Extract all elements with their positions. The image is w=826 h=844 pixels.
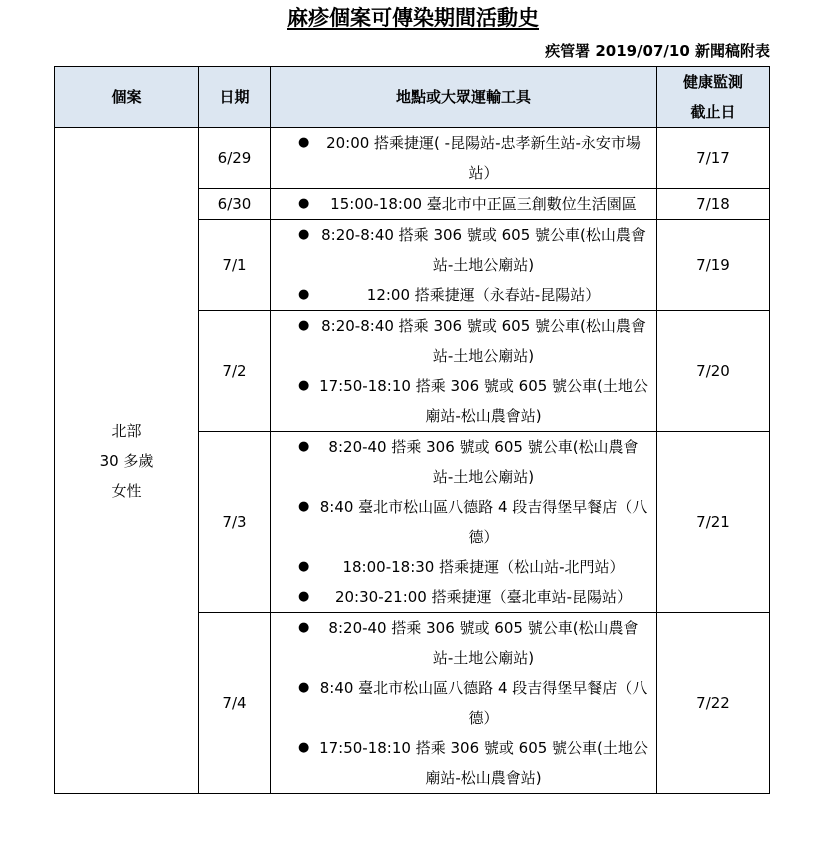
activity-item: ● 8:20-40 搭乘 306 號或 605 號公車(松山農會站-土地公廟站) [271,613,656,673]
activity-item: ● 18:00-18:30 搭乘捷運（松山站-北門站） [271,552,656,582]
activity-list [271,432,656,612]
activity-history-table [54,66,770,794]
header-deadline [657,67,770,128]
activity-list [271,613,656,793]
activity-item: ● 20:00 搭乘捷運( -昆陽站-忠孝新生站-永安市場站） [271,128,656,188]
place-cell [271,311,657,432]
date-cell: 7/2 [199,311,271,432]
activity-item: ● 8:20-40 搭乘 306 號或 605 號公車(松山農會站-土地公廟站) [271,432,656,492]
case-age: 30 多歲 [99,451,154,470]
activity-item: ● 8:40 臺北市松山區八德路 4 段吉得堡早餐店（八德） [271,492,656,552]
activity-list [271,128,656,188]
activity-list [271,220,656,310]
activity-item: ● 12:00 搭乘捷運（永春站-昆陽站） [271,280,656,310]
page-title-text: 麻疹個案可傳染期間活動史 [287,6,539,30]
activity-item: ● 8:20-8:40 搭乘 306 號或 605 號公車(松山農會站-土地公廟站) [271,311,656,371]
date-cell: 6/30 [199,189,271,220]
place-cell [271,432,657,613]
deadline-cell: 7/21 [657,432,770,613]
header-deadline-line2: 截止日 [690,103,736,121]
table-body [55,128,770,794]
deadline-cell: 7/18 [657,189,770,220]
activity-item: ● 15:00-18:00 臺北市中正區三創數位生活園區 [271,189,656,219]
deadline-cell: 7/19 [657,220,770,311]
table-header-row [55,67,770,128]
activity-list [271,189,656,219]
header-place: 地點或大眾運輸工具 [271,67,657,128]
date-cell: 7/1 [199,220,271,311]
activity-item: ● 8:40 臺北市松山區八德路 4 段吉得堡早餐店（八德） [271,673,656,733]
activity-list [271,311,656,431]
activity-item: ● 20:30-21:00 搭乘捷運（臺北車站-昆陽站） [271,582,656,612]
case-cell [55,128,199,794]
case-sex: 女性 [111,481,142,500]
case-region: 北部 [111,421,142,440]
header-deadline-line1: 健康監測 [682,73,743,91]
deadline-cell: 7/22 [657,613,770,794]
header-case: 個案 [55,67,199,128]
deadline-cell: 7/20 [657,311,770,432]
deadline-cell: 7/17 [657,128,770,189]
activity-item: ● 17:50-18:10 搭乘 306 號或 605 號公車(土地公廟站-松山農會站) [271,371,656,431]
place-cell [271,189,657,220]
activity-item: ● 17:50-18:10 搭乘 306 號或 605 號公車(土地公廟站-松山農會站) [271,733,656,793]
page-title [0,2,826,34]
place-cell [271,613,657,794]
header-date: 日期 [199,67,271,128]
table-row [55,128,770,189]
date-cell: 6/29 [199,128,271,189]
place-cell [271,128,657,189]
date-cell: 7/3 [199,432,271,613]
activity-item: ● 8:20-8:40 搭乘 306 號或 605 號公車(松山農會站-土地公廟站) [271,220,656,280]
release-note: 疾管署 2019/07/10 新聞稿附表 [545,42,770,60]
place-cell [271,220,657,311]
date-cell: 7/4 [199,613,271,794]
